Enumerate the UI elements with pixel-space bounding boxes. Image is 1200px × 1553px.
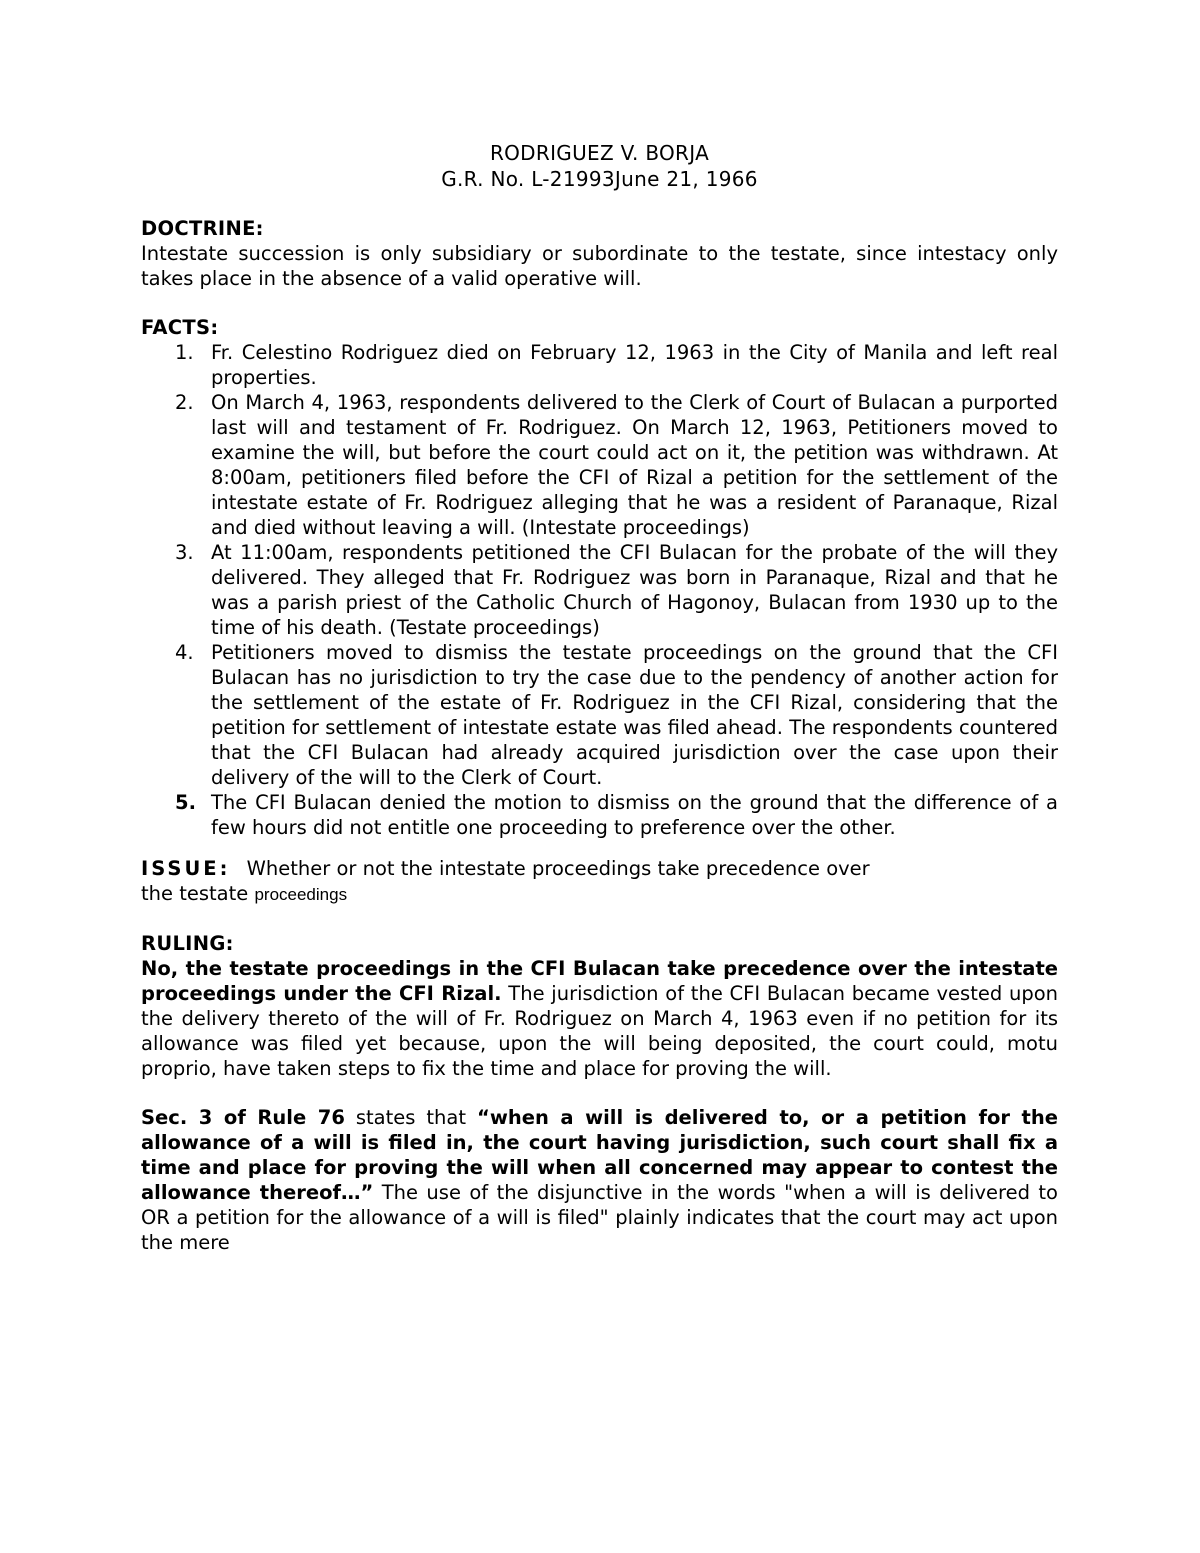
fact-item (141, 640, 1058, 790)
fact-item (141, 540, 1058, 640)
ruling-heading: RULING: (141, 932, 234, 955)
ruling-text: The jurisdiction of the CFI Bulacan became vested upon the delivery thereto of the will of Fr. Rodriguez on March 4, 1963 even if no petition for its allowance was filed yet because, upon the will being deposited, the court could, motu proprio, have taken steps to fix the time and place for proving the will. (141, 982, 1058, 1080)
rule-quote: “when a will is delivered to, or a petition for the allowance of a will is filed in, the court having jurisdiction, such court shall fix a time and place for proving the will when all concerned may appear to contest the allowance thereof…” (141, 1106, 1058, 1204)
case-name: RODRIGUEZ V. BORJA (489, 141, 710, 165)
issue-label: ISSUE: (141, 857, 231, 880)
fact-item (141, 340, 1058, 390)
facts-heading: FACTS: (141, 316, 219, 339)
fact-item (141, 390, 1058, 540)
issue-section (141, 856, 1058, 881)
fact-item (141, 790, 1058, 840)
ruling-paragraph (141, 956, 1058, 1081)
fact-number: 3. (175, 541, 194, 564)
rule-text: The use of the disjunctive in the words "when a will is delivered to OR a petition for the allowance of a will is filed" plainly indicates that the court may act upon the mere (141, 1181, 1058, 1254)
doctrine-text: Intestate succession is only subsidiary or subordinate to the testate, since intestacy only takes place in the absence of a valid operative will. (141, 242, 1058, 290)
doctrine-heading: DOCTRINE: (141, 217, 264, 240)
fact-number: 2. (175, 391, 194, 414)
issue-text: Whether or not the intestate proceedings take precedence over (246, 857, 870, 880)
rule-states: states that (344, 1106, 477, 1129)
case-number: G.R. No. L-21993June 21, 1966 (441, 167, 758, 191)
fact-text: Fr. Celestino Rodriguez died on February 12, 1963 in the City of Manila and left real properties. (211, 341, 1058, 389)
fact-number: 1. (175, 341, 194, 364)
facts-list (141, 340, 1058, 840)
issue-line-2 (141, 881, 1058, 907)
fact-text: At 11:00am, respondents petitioned the CFI Bulacan for the probate of the will they delivered. They alleged that Fr. Rodriguez was born in Paranaque, Rizal and that he was a parish priest of the Catholic Church of Hagonoy, Bulacan from 1930 up to the time of his death. (Testate proceedings) (211, 541, 1058, 639)
rule-paragraph (141, 1105, 1058, 1255)
fact-text: The CFI Bulacan denied the motion to dismiss on the ground that the difference of a few hours did not entitle one proceeding to preference over the other. (211, 791, 1058, 839)
fact-text: Petitioners moved to dismiss the testate proceedings on the ground that the CFI Bulacan has no jurisdiction to try the case due to the pendency of another action for the settlement of the estate of Fr. Rodriguez in the CFI Rizal, considering that the petition for settlement of intestate estate was filed ahead. The respondents countered that the CFI Bulacan had already acquired jurisdiction over the case upon their delivery of the will to the Clerk of Court. (211, 641, 1058, 789)
issue-text-tail: proceedings (254, 885, 348, 904)
ruling-answer: No, the testate proceedings in the CFI Bulacan take precedence over the intestate proceedings under the CFI Rizal. (141, 957, 1058, 1005)
issue-text-line2: the testate (141, 882, 249, 905)
document-page (141, 140, 1058, 1255)
fact-text: On March 4, 1963, respondents delivered to the Clerk of Court of Bulacan a purported last will and testament of Fr. Rodriguez. On March 12, 1963, Petitioners moved to examine the will, but before the court could act on it, the petition was withdrawn. At 8:00am, petitioners filed before the CFI of Rizal a petition for the settlement of the intestate estate of Fr. Rodriguez alleging that he was a resident of Paranaque, Rizal and died without leaving a will. (Intestate proceedings) (211, 391, 1058, 539)
rule-section: Sec. 3 of Rule 76 (141, 1106, 345, 1129)
fact-number: 5. (175, 791, 196, 814)
fact-number: 4. (175, 641, 194, 664)
